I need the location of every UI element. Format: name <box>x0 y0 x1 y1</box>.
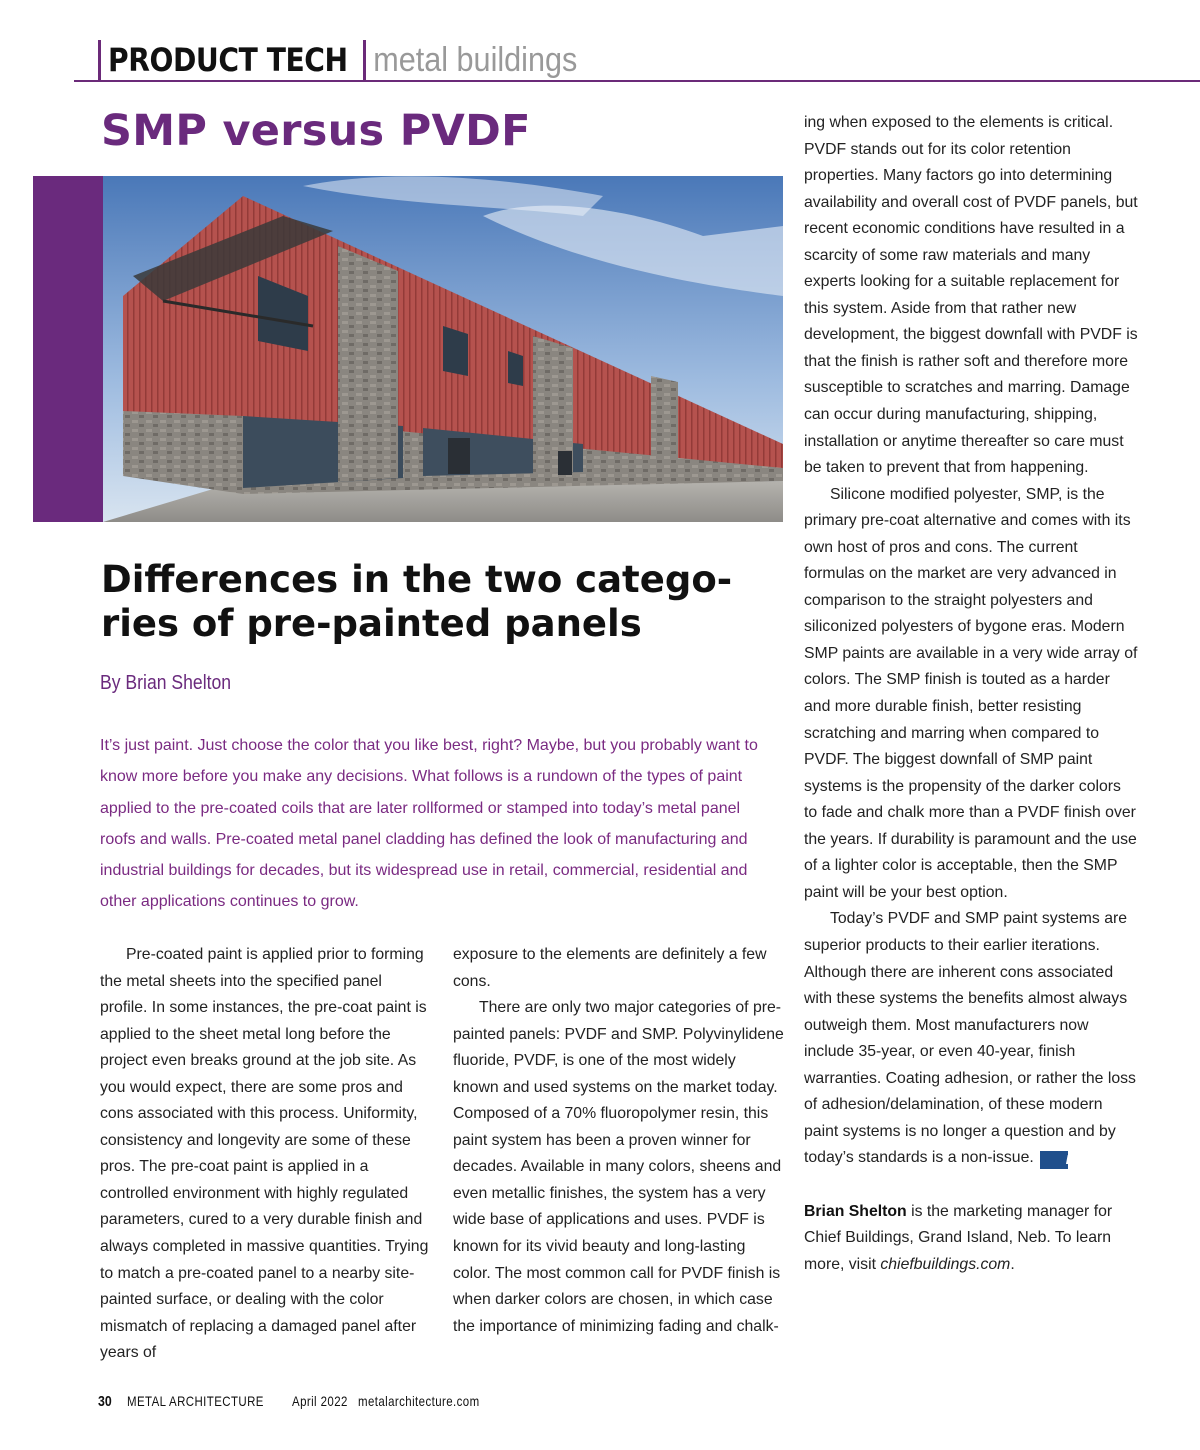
subsection-label: metal buildings <box>373 41 578 79</box>
article-deck: Differences in the two catego-ries of pre-painted panels <box>101 558 733 645</box>
author-bio <box>804 1199 1138 1279</box>
bio-link[interactable]: chiefbuildings.com <box>880 1255 1011 1273</box>
body-paragraph: exposure to the elements are definitely a few cons. <box>453 946 767 990</box>
bio-text: is the marketing manager for Chief Buildings, Grand Island, Neb. To learn more, visit <box>804 1202 1113 1273</box>
section-label: PRODUCT TECH <box>108 41 348 79</box>
building-photo <box>103 176 783 522</box>
bio-end: . <box>1010 1255 1015 1273</box>
footer-issue: April 2022 <box>291 1393 348 1409</box>
body-paragraph: Silicone modified polyester, SMP, is the primary pre-coat alternative and comes with its own host of pros and cons. The current formulas on the market are very advanced in comparison to the straight polyesters and siliconized polyesters of bygone eras. Modern SMP paints are available in a very wide array of colors. The SMP finish is touted as a harder and more durable finish, better resisting scratching and marring when compared to PVDF. The biggest downfall of SMP paint systems is the propensity of the darker colors to fade and chalk more than a PVDF finish over the years. If durability is paramount and the use of a lighter color is acceptable, then the SMP paint will be your best option. <box>804 485 1138 901</box>
end-mark-logo: MA <box>1040 1151 1068 1169</box>
body-paragraph <box>804 906 1138 1171</box>
header-rule <box>74 80 1200 82</box>
photo-accent-bar <box>33 176 103 522</box>
article-title: SMP versus PVDF <box>101 106 531 156</box>
page-number: 30 <box>98 1393 112 1410</box>
closing-text: Today’s PVDF and SMP paint systems are superior products to their earlier iterations. Although there are inherent cons associated with these systems the benefits almost always outweigh them. Most manufacturers now include 35-year, or even 40-year, finish warranties. Coating adhesion, or rather the loss of adhesion/delamination, of these modern paint systems is no longer a question and by today’s standards is a non-issue. <box>804 910 1136 1167</box>
body-column-2 <box>453 942 785 1340</box>
intro-paragraph: It’s just paint. Just choose the color that you like best, right? Maybe, but you probably want to know more before you make any decisions. What follows is a rundown of the types of paint applied to the pre-coated coils that are later rollformed or stamped into today’s metal panel roofs and walls. Pre-coated metal panel cladding has defined the look of manufacturing and industrial buildings for decades, but its widespread use in retail, commercial, residential and other applications continues to grow. <box>100 737 758 911</box>
page-footer <box>98 1393 504 1410</box>
body-paragraph: ing when exposed to the elements is critical. PVDF stands out for its color retention properties. Many factors go into determining availability and overall cost of PVDF panels, but recent economic conditions have resulted in a scarcity of some raw materials and many experts looking for a suitable replacement for this system. Aside from that rather new development, the biggest downfall with PVDF is that the finish is rather soft and therefore more susceptible to scratches and marring. Damage can occur during manufacturing, shipping, installation or anytime thereafter so care must be taken to prevent that from happening. <box>804 114 1138 477</box>
footer-magazine: METAL ARCHITECTURE <box>126 1393 264 1409</box>
body-column-3 <box>804 110 1138 1279</box>
body-paragraph: There are only two major categories of pre-painted panels: PVDF and SMP. Polyvinylidene fluoride, PVDF, is one of the most widely known and used systems on the market today. Composed of a 70% fluoropolymer resin, this paint system has been a proven winner for decades. Available in many colors, sheens and even metallic finishes, the system has a very wide base of applications and uses. PVDF is known for its vivid beauty and long-lasting color. The most common call for PVDF finish is when darker colors are chosen, in which case the importance of minimizing fading and chalk- <box>453 999 784 1335</box>
body-paragraph: Pre-coated paint is applied prior to forming the metal sheets into the specified panel profile. In some instances, the pre-coat paint is applied to the sheet metal long before the project even breaks ground at the job site. As you would expect, there are some pros and cons associated with this process. Uniformity, consistency and longevity are some of these pros. The pre-coat paint is applied in a controlled environment with highly regulated parameters, cured to a very durable finish and always completed in massive quantities. Trying to match a pre-coated panel to a nearby site-painted surface, or dealing with the color mismatch of replacing a damaged panel after years of <box>100 946 429 1362</box>
section-header <box>98 38 601 80</box>
bio-author-name: Brian Shelton <box>804 1202 907 1220</box>
footer-url: metalarchitecture.com <box>357 1393 480 1409</box>
byline: By Brian Shelton <box>100 672 232 694</box>
body-column-1 <box>100 942 430 1367</box>
